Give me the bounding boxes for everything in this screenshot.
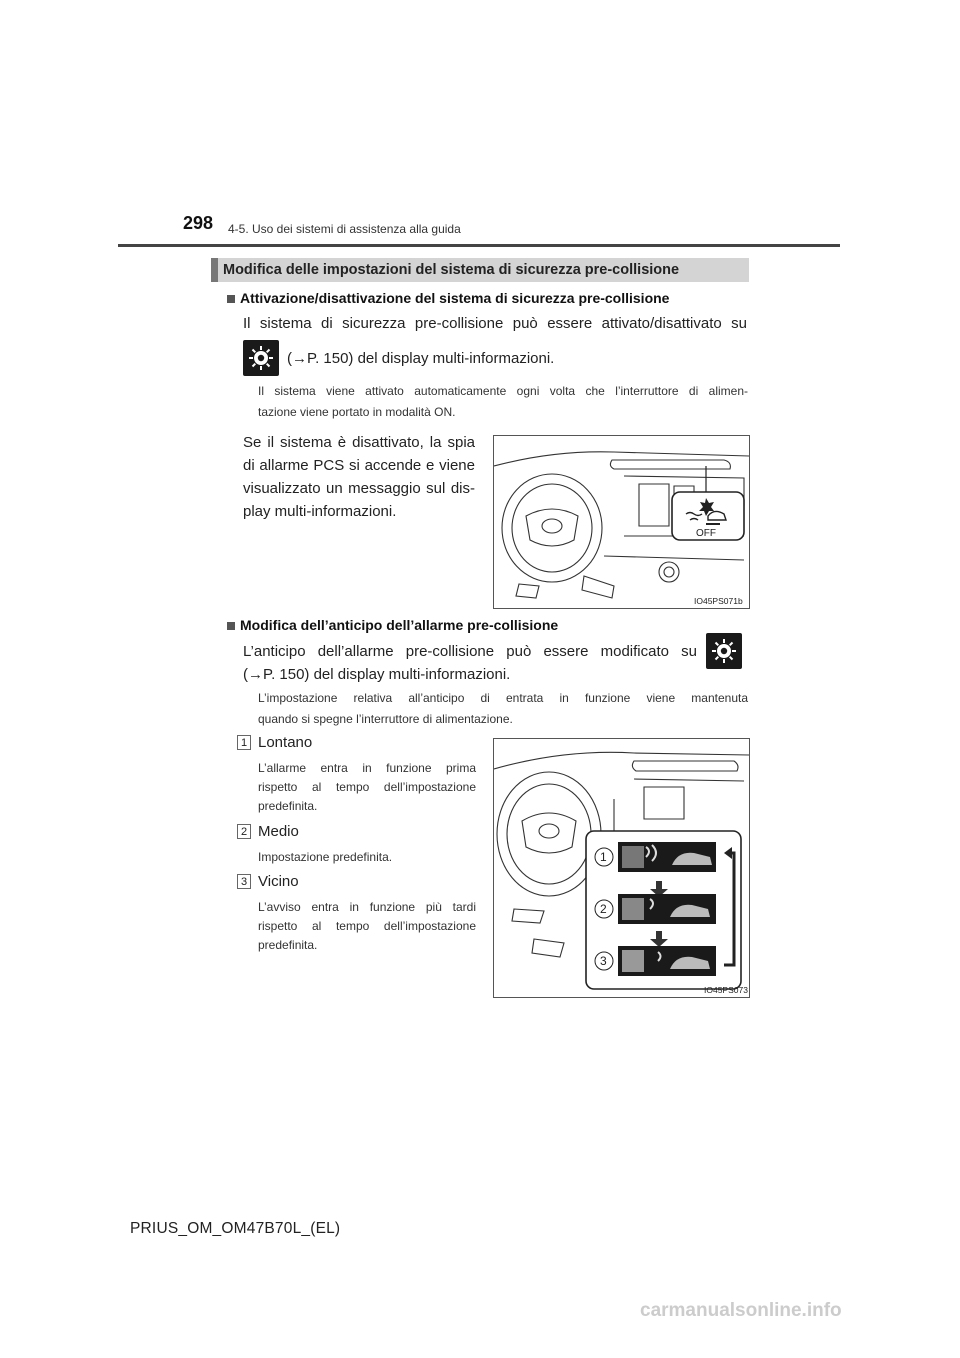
dashboard-timing-illustration xyxy=(494,739,749,997)
settings-gear-icon xyxy=(706,633,742,669)
block2-line1: L’anticipo dell’allarme pre-collisione può essere modificato su xyxy=(243,643,697,660)
block1-side-line4: play multi-informazioni. xyxy=(243,503,397,520)
option-number-3: 3 xyxy=(237,874,251,889)
option-title-vicino: Vicino xyxy=(258,873,299,890)
block1-side-line2: di allarme PCS si accende e viene xyxy=(243,457,475,474)
option-title-lontano: Lontano xyxy=(258,734,313,751)
section-title: Modifica delle impostazioni del sistema di sicurezza pre-collisione xyxy=(223,262,680,278)
option-title-medio: Medio xyxy=(258,823,299,840)
svg-text:2: 2 xyxy=(600,902,607,916)
bullet-square xyxy=(227,622,235,630)
option-desc-line: rispetto al tempo dell’impostazione xyxy=(258,780,476,794)
option-desc-line: L’avviso entra in funzione più tardi xyxy=(258,900,476,914)
page-number: 298 xyxy=(183,213,214,233)
option-desc-line: rispetto al tempo dell’impostazione xyxy=(258,919,476,933)
watermark: carmanualsonline.info xyxy=(640,1300,842,1321)
block1-line1: Il sistema di sicurezza pre-collisione può essere attivato/disattivato su xyxy=(243,315,747,332)
chapter-title: 4-5. Uso dei sistemi di assistenza alla guida xyxy=(228,222,461,236)
option-desc-line: predefinita. xyxy=(258,938,318,952)
dashboard-figure-alarm-timing xyxy=(493,738,750,998)
document-code: PRIUS_OM_OM47B70L_(EL) xyxy=(130,1220,341,1237)
dashboard-illustration xyxy=(494,436,749,608)
option-number-1: 1 xyxy=(237,735,251,750)
option-desc-line: L’allarme entra in funzione prima xyxy=(258,761,476,775)
figure1-id: IO45PS071b xyxy=(694,596,743,606)
block1-side-line1: Se il sistema è disattivato, la spia xyxy=(243,434,475,451)
bullet-square xyxy=(227,295,235,303)
block2-note-line1: L’impostazione relativa all’anticipo di entrata in funzione viene mantenuta xyxy=(258,691,748,705)
dashboard-figure-pcs-off xyxy=(493,435,750,609)
block1-note-line2: tazione viene portato in modalità ON. xyxy=(258,405,456,419)
block2-heading: Modifica dell’anticipo dell’allarme pre-collisione xyxy=(240,617,559,633)
svg-text:3: 3 xyxy=(600,954,607,968)
option-desc-line: predefinita. xyxy=(258,799,318,813)
block2-line2: (→P. 150) del display multi-informazioni. xyxy=(243,666,511,683)
svg-text:1: 1 xyxy=(600,850,607,864)
block1-heading: Attivazione/disattivazione del sistema di sicurezza pre-collisione xyxy=(240,290,670,306)
settings-gear-icon xyxy=(243,340,279,376)
block1-line2: (→P. 150) del display multi-informazioni. xyxy=(287,350,555,367)
option-desc-line: Impostazione predefinita. xyxy=(258,850,393,864)
header-rule xyxy=(118,244,840,247)
block1-side-line3: visualizzato un messaggio sul dis- xyxy=(243,480,475,497)
option-number-2: 2 xyxy=(237,824,251,839)
block2-note-line2: quando si spegne l’interruttore di alimentazione. xyxy=(258,712,513,726)
block1-note-line1: Il sistema viene attivato automaticamente ogni volta che l’interruttore di alimen- xyxy=(258,384,748,398)
figure2-id: IO45PS073 xyxy=(704,985,748,995)
off-label: OFF xyxy=(696,528,716,539)
